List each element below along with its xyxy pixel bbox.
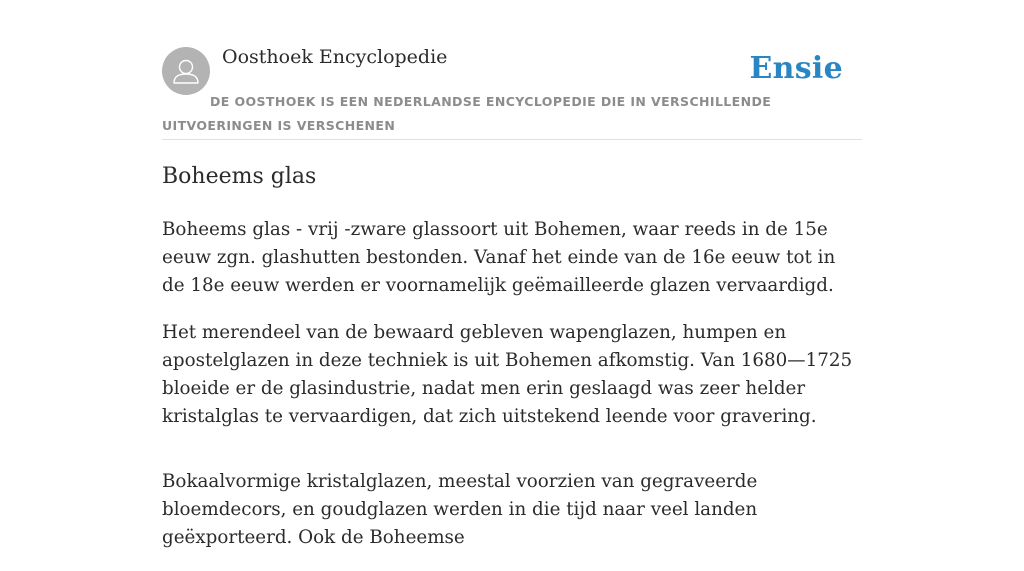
brand-logo[interactable]: Ensie [749,51,843,86]
article-paragraph: Het merendeel van de bewaard gebleven wapenglazen, humpen en apostelglazen in deze techniek is uit Bohemen afkomstig. Van 1680—1725 bloeide er de glasindustrie, nadat men erin geslaagd was zeer helder kristalglas te vervaardigen, dat zich uitstekend leende voor gravering. [162,322,853,427]
article-paragraph: Bokaalvormige kristalglazen, meestal voorzien van gegraveerde bloemdecors, en goudglazen werden in die tijd naar veel landen geëxporteerd. Ook de Boheemse [162,471,758,548]
source-tagline: DE OOSTHOEK IS EEN NEDERLANDSE ENCYCLOPEDIE DIE IN VERSCHILLENDE UITVOERINGEN IS VERSCHENEN [162,94,772,133]
article-body [162,216,862,571]
avatar[interactable] [162,47,210,95]
user-silhouette-icon [162,47,210,95]
article-paragraph: Boheems glas - vrij -zware glassoort uit Bohemen, waar reeds in de 15e eeuw zgn. glashutten bestonden. Vanaf het einde van de 16e eeuw tot in de 18e eeuw werden er voornamelijk geëmailleerde glazen vervaardigd. [162,219,836,296]
article-title: Boheems glas [162,164,317,189]
header-divider [162,139,862,140]
source-name[interactable]: Oosthoek Encyclopedie [222,46,448,68]
